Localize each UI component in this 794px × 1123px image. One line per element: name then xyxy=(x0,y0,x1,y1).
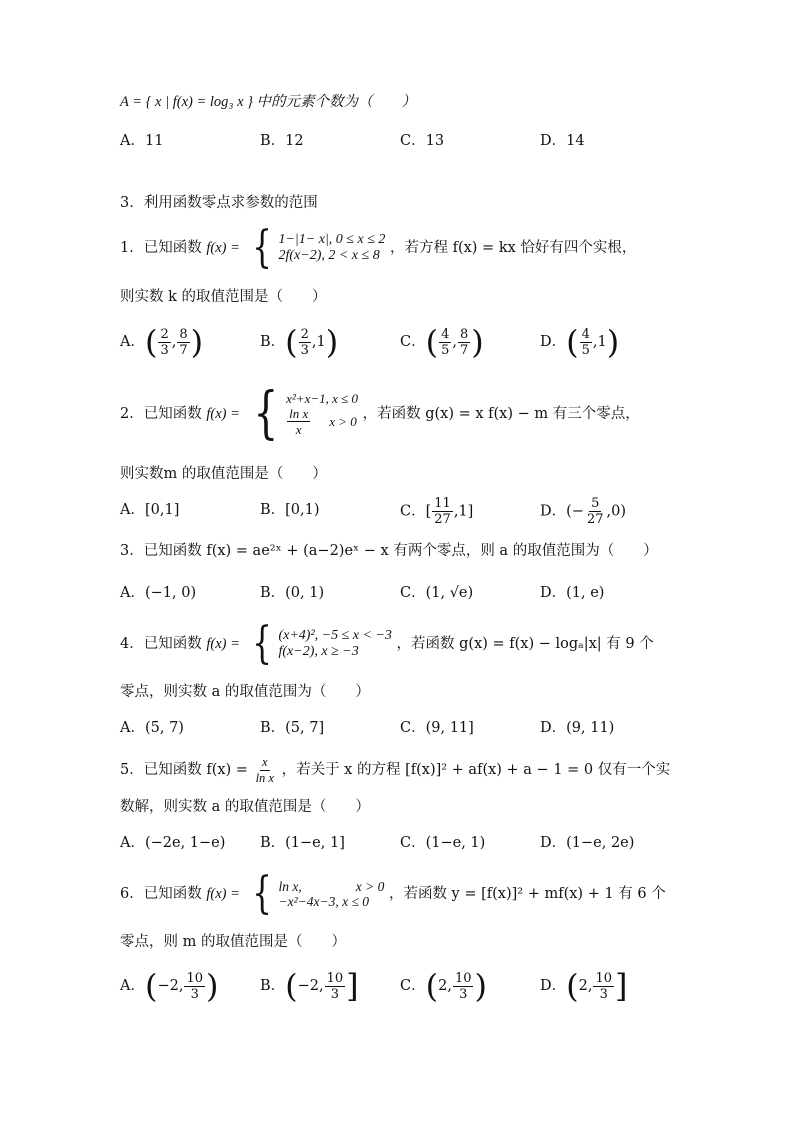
q4-piecewise: { (x+4)², −5 ≤ x < −3 f(x−2), x ≥ −3 xyxy=(252,618,392,669)
question-6: 6．已知函数 f(x) = { ln x, x > 0 −x²−4x−3, x ≤ 0 ，若函数 y = [f(x)]² + mf(x) + 1 有 6 个 xyxy=(120,868,666,919)
q5-option-d: D．(1−e, 2e) xyxy=(540,835,635,851)
q6-condition: ，若函数 y = [f(x)]² + mf(x) + 1 有 6 个 xyxy=(388,886,666,902)
q1-line-2: 则实数 k 的取值范围是（ ） xyxy=(120,289,327,305)
q3-option-b: B．(0, 1) xyxy=(260,585,325,601)
q1-option-d: D．( $\frac{4}{5}$ ,1) xyxy=(540,323,620,361)
q2-option-b: B．[0,1) xyxy=(260,502,320,518)
q1-option-c: C．( $\frac{4}{5}$ , $\frac{8}{7}$ ) xyxy=(400,323,484,361)
q6-piecewise: { ln x, x > 0 −x²−4x−3, x ≤ 0 xyxy=(252,868,385,919)
q1-option-a: A．( $\frac{2}{3}$ , $\frac{8}{7}$ ) xyxy=(120,323,204,361)
q6-option-a: A．(−2, $\frac{10}{3}$ ) xyxy=(120,967,219,1005)
q2-option-a: A．[0,1] xyxy=(120,502,180,518)
q1-piece-1: 1−|1− x|, 0 ≤ x ≤ 2 xyxy=(278,232,386,247)
q4-condition: ，若函数 g(x) = f(x) − logₐ|x| 有 9 个 xyxy=(396,636,654,652)
question-4: 4．已知函数 f(x) = { (x+4)², −5 ≤ x < −3 f(x−2), x ≥ −3 ，若函数 g(x) = f(x) − logₐ|x| 有 9 个 xyxy=(120,618,654,669)
q5-option-a: A．(−2e, 1−e) xyxy=(120,835,226,851)
problem-statement-set-a: A = { x | f(x) = log₃ x } 中的元素个数为（ ） xyxy=(120,94,417,110)
q6-option-d: D．(2, $\frac{10}{3}$ ] xyxy=(540,967,628,1005)
q1-piecewise: { 1−|1− x|, 0 ≤ x ≤ 2 2f(x−2), 2 < x ≤ 8 xyxy=(252,222,386,273)
q1-condition: ，若方程 f(x) = kx 恰好有四个实根， xyxy=(389,240,637,256)
q2-option-c: C．[ $\frac{11}{27}$ ,1] xyxy=(400,496,474,527)
q4-option-b: B．(5, 7] xyxy=(260,720,325,736)
q4-option-d: D．(9, 11) xyxy=(540,720,615,736)
q6-line-2: 零点，则 m 的取值范围是（ ） xyxy=(120,934,346,950)
q5-condition: ，若关于 x 的方程 [f(x)]² + af(x) + a − 1 = 0 仅有一个实 xyxy=(281,762,671,778)
q5-option-c: C．(1−e, 1) xyxy=(400,835,486,851)
question-3: 3．已知函数 f(x) = ae²ˣ + (a−2)eˣ − x 有两个零点，则 a 的取值范围为（ ） xyxy=(120,543,658,559)
q6-option-c: C．(2, $\frac{10}{3}$ ) xyxy=(400,967,487,1005)
q3-option-a: A．(−1, 0) xyxy=(120,585,197,601)
q3-option-d: D．(1, e) xyxy=(540,585,605,601)
q2-piece-1: x²+x−1, x ≤ 0 xyxy=(286,391,359,406)
q4-piece-1: (x+4)², −5 ≤ x < −3 xyxy=(278,628,392,643)
option-a: A．11 xyxy=(120,133,164,149)
option-d: D．14 xyxy=(540,133,585,149)
q3-option-c: C．(1, √e) xyxy=(400,585,474,601)
q1-option-b: B．( $\frac{2}{3}$ ,1) xyxy=(260,323,339,361)
q5-option-b: B．(1−e, 1] xyxy=(260,835,345,851)
section-title: 3．利用函数零点求参数的范围 xyxy=(120,195,318,211)
option-b: B．12 xyxy=(260,133,304,149)
q5-line-2: 数解，则实数 a 的取值范围是（ ） xyxy=(120,799,370,815)
q4-line-2: 零点，则实数 a 的取值范围为（ ） xyxy=(120,684,370,700)
q6-piece-1: ln x, x > 0 xyxy=(278,878,385,894)
q2-option-d: D．(− $\frac{5}{27}$ ,0) xyxy=(540,496,626,527)
question-2: 2．已知函数 f(x) = { x²+x−1, x ≤ 0 $\frac{\text{ln x}}{x}$ x > 0 ，若函数 g(x) = x f(x) − m 有三个零点， xyxy=(120,381,640,446)
q2-piecewise: { x²+x−1, x ≤ 0 $\frac{\text{ln x}}{x}$ x > 0 xyxy=(253,381,359,446)
q6-piece-2: −x²−4x−3, x ≤ 0 xyxy=(278,894,369,909)
q1-piece-2: 2f(x−2), 2 < x ≤ 8 xyxy=(278,248,380,263)
q6-option-b: B．(−2, $\frac{10}{3}$ ] xyxy=(260,967,359,1005)
question-1: 1．已知函数 f(x) = { 1−|1− x|, 0 ≤ x ≤ 2 2f(x−2), 2 < x ≤ 8 ，若方程 f(x) = kx 恰好有四个实根， xyxy=(120,222,637,273)
question-5: 5．已知函数 f(x) = $\frac{x}{\text{ln x}}$ ，若关于 x 的方程 [f(x)]² + af(x) + a − 1 = 0 仅有一个实 xyxy=(120,755,671,785)
q4-option-c: C．(9, 11] xyxy=(400,720,474,736)
q2-line-2: 则实数m 的取值范围是（ ） xyxy=(120,466,327,482)
q1-prefix: 1．已知函数 xyxy=(120,240,202,256)
q2-condition: ，若函数 g(x) = x f(x) − m 有三个零点， xyxy=(362,406,640,422)
q4-option-a: A．(5, 7) xyxy=(120,720,184,736)
q4-piece-2: f(x−2), x ≥ −3 xyxy=(278,644,359,659)
option-c: C．13 xyxy=(400,133,445,149)
